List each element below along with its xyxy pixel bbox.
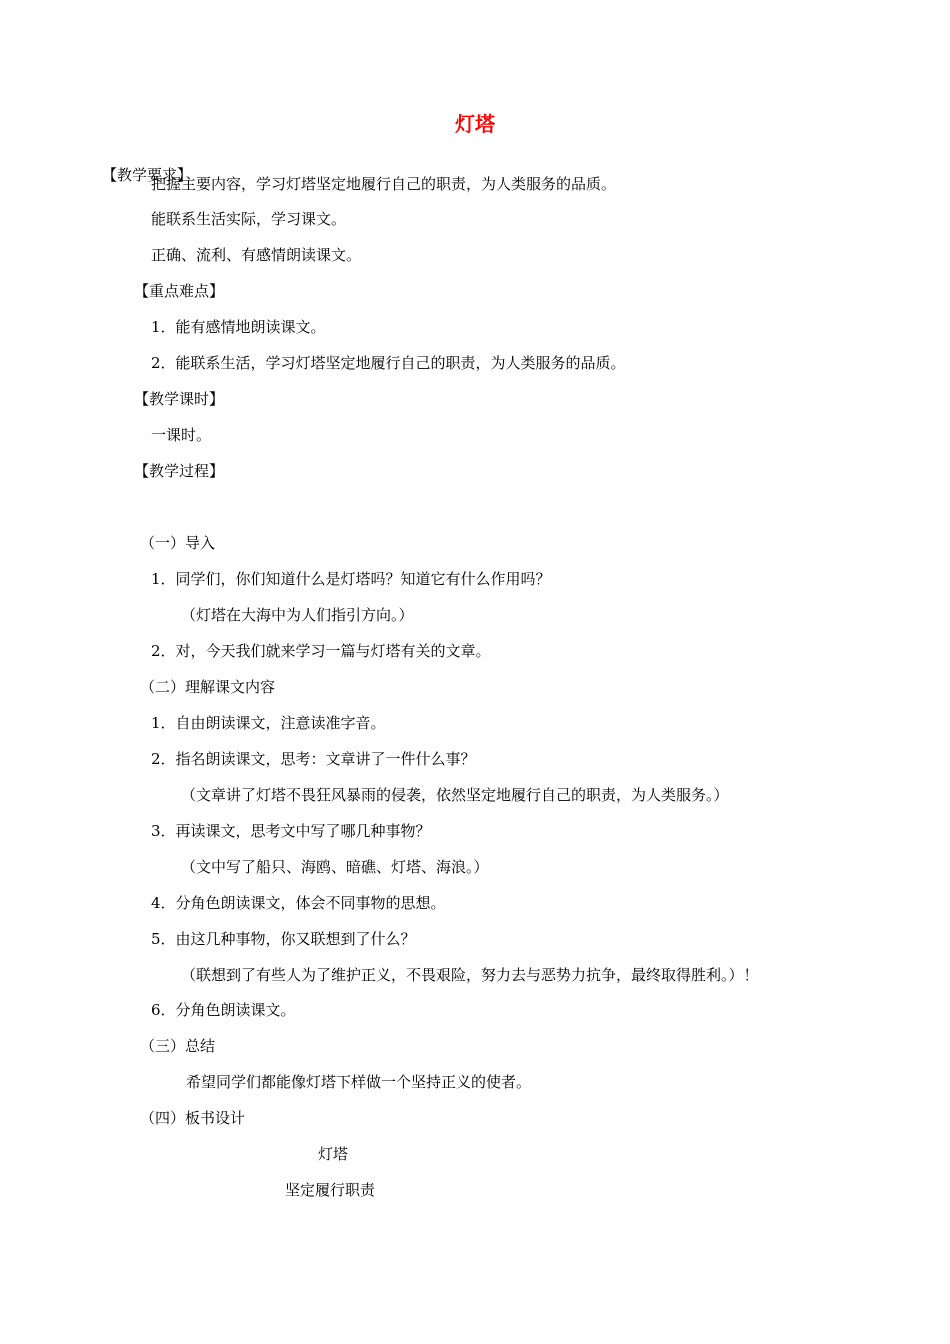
part2-step-2: 2．指名朗读课文，思考：文章讲了一件什么事？ (151, 750, 476, 768)
part2-step-4: 4．分角色朗读课文，体会不同事物的思想。 (151, 894, 446, 912)
heading-requirements: 【教学要求】 (102, 166, 193, 184)
part4-heading: （四）板书设计 (140, 1109, 246, 1127)
part2-answer-2: （文章讲了灯塔不畏狂风暴雨的侵袭，依然坚定地履行自己的职责，为人类服务。） (181, 786, 729, 804)
part2-step-6: 6．分角色朗读课文。 (151, 1001, 296, 1019)
document-title: 灯塔 (455, 112, 495, 136)
part2-step-3: 3．再读课文，思考文中写了哪几种事物？ (151, 822, 431, 840)
board-title: 灯塔 (318, 1145, 349, 1163)
part3-heading: （三）总结 (140, 1037, 216, 1055)
part1-question-1: 1．同学们，你们知道什么是灯塔吗？知道它有什么作用吗？ (151, 570, 551, 588)
board-line: 坚定履行职责 (285, 1181, 376, 1199)
part2-heading: （二）理解课文内容 (140, 678, 276, 696)
heading-class-hours: 【教学课时】 (134, 390, 225, 408)
part2-answer-3: （文中写了船只、海鸥、暗礁、灯塔、海浪。） (181, 858, 489, 876)
part3-text: 希望同学们都能像灯塔下样做一个坚持正义的使者。 (186, 1073, 532, 1091)
part2-answer-5: （联想到了有些人为了维护正义，不畏艰险，努力去与恶势力抗争，最终取得胜利。）！ (181, 966, 759, 984)
heading-process: 【教学过程】 (134, 462, 225, 480)
key-point-item-2: 2．能联系生活，学习灯塔坚定地履行自己的职责，为人类服务的品质。 (151, 354, 626, 372)
part2-step-1: 1．自由朗读课文，注意读准字音。 (151, 714, 386, 732)
class-hours-text: 一课时。 (151, 426, 212, 444)
requirement-item-2: 能联系生活实际，学习课文。 (151, 210, 347, 228)
heading-key-points: 【重点难点】 (134, 282, 225, 300)
requirement-item-3: 正确、流利、有感情朗读课文。 (151, 246, 362, 264)
key-point-item-1: 1．能有感情地朗读课文。 (151, 318, 326, 336)
part1-heading: （一）导入 (140, 534, 216, 552)
requirement-item-1: 把握主要内容，学习灯塔坚定地履行自己的职责，为人类服务的品质。 (151, 175, 617, 193)
part2-step-5: 5．由这几种事物，你又联想到了什么？ (151, 930, 416, 948)
part1-item-2: 2．对，今天我们就来学习一篇与灯塔有关的文章。 (151, 642, 491, 660)
part1-answer-1: （灯塔在大海中为人们指引方向。） (181, 606, 414, 624)
